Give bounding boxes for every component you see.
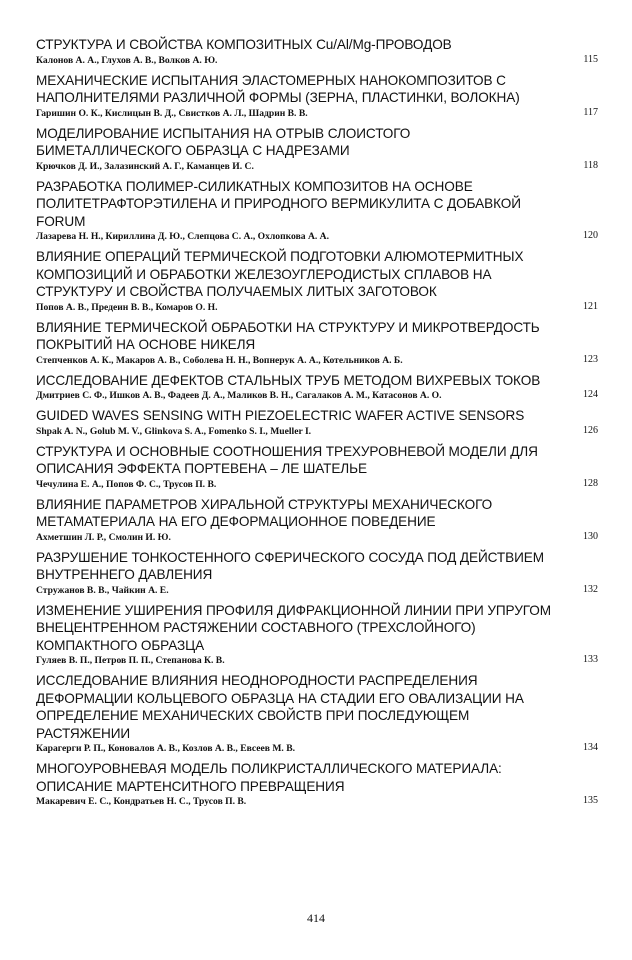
toc-entry xyxy=(36,496,598,544)
entry-title: ИЗМЕНЕНИЕ УШИРЕНИЯ ПРОФИЛЯ ДИФРАКЦИОННОЙ ЛИНИИ ПРИ УПРУГОМ ВНЕЦЕНТРЕННОМ РАСТЯЖЕНИИ СОСТАВНОГО (ТРЕХСЛОЙНОГО) КОМПАКТНОГО ОБРАЗЦА xyxy=(36,602,551,653)
entry-title: СТРУКТУРА И СВОЙСТВА КОМПОЗИТНЫХ Cu/Al/Mg-ПРОВОДОВ xyxy=(36,37,452,52)
entry-page-number: 126 xyxy=(583,424,598,436)
entry-title: МЕХАНИЧЕСКИЕ ИСПЫТАНИЯ ЭЛАСТОМЕРНЫХ НАНОКОМПОЗИТОВ С НАПОЛНИТЕЛЯМИ РАЗЛИЧНОЙ ФОРМЫ (ЗЕРНА, ПЛАСТИНКИ, ВОЛОКНА) xyxy=(36,72,520,105)
entry-page-number: 134 xyxy=(583,742,598,753)
entry-authors: Shpak A. N., Golub M. V., Glinkova S. A., Fomenko S. I., Mueller I. xyxy=(36,425,312,437)
entry-authors: Крючков Д. И., Залазинский А. Г., Каманцев И. С. xyxy=(36,160,254,172)
toc-entry xyxy=(36,672,598,755)
toc-entry xyxy=(36,72,598,120)
entry-authors: Стружанов В. В., Чайкин А. Е. xyxy=(36,584,169,596)
entry-title: СТРУКТУРА И ОСНОВНЫЕ СООТНОШЕНИЯ ТРЕХУРОВНЕВОЙ МОДЕЛИ ДЛЯ ОПИСАНИЯ ЭФФЕКТА ПОРТЕВЕНА – ЛЕ ШАТЕЛЬЕ xyxy=(36,443,538,476)
entry-authors: Калонов А. А., Глухов А. В., Волков А. Ю. xyxy=(36,54,218,66)
entry-page-number: 117 xyxy=(583,106,598,118)
entry-title: ИССЛЕДОВАНИЕ ДЕФЕКТОВ СТАЛЬНЫХ ТРУБ МЕТОДОМ ВИХРЕВЫХ ТОКОВ xyxy=(36,372,541,388)
toc-entry xyxy=(36,372,598,403)
entry-page-number: 115 xyxy=(583,53,598,65)
entry-title: РАЗРАБОТКА ПОЛИМЕР-СИЛИКАТНЫХ КОМПОЗИТОВ НА ОСНОВЕ ПОЛИТЕТРАФТОРЭТИЛЕНА И ПРИРОДНОГО ВЕРМИКУЛИТА С ДОБАВКОЙ FORUM xyxy=(36,178,521,229)
table-of-contents xyxy=(36,36,598,813)
entry-page-number: 121 xyxy=(583,300,598,312)
entry-authors: Чечулина Е. А., Попов Ф. С., Трусов П. В. xyxy=(36,478,217,490)
toc-entry xyxy=(36,125,598,173)
toc-entry xyxy=(36,602,598,668)
entry-page-number: 135 xyxy=(583,795,598,806)
entry-authors: Попов А. В., Предеин В. В., Комаров О. Н. xyxy=(36,301,218,313)
entry-title: ВЛИЯНИЕ ТЕРМИЧЕСКОЙ ОБРАБОТКИ НА СТРУКТУРУ И МИКРОТВЕРДОСТЬ ПОКРЫТИЙ НА ОСНОВЕ НИКЕЛЯ xyxy=(36,319,540,352)
entry-authors: Гуляев В. П., Петров П. П., Степанова К. В. xyxy=(36,655,225,666)
entry-page-number: 133 xyxy=(583,654,598,665)
entry-page-number: 123 xyxy=(583,353,598,365)
entry-authors: Ахметшин Л. Р., Смолин И. Ю. xyxy=(36,531,171,543)
toc-entry xyxy=(36,407,598,438)
entry-title: МНОГОУРОВНЕВАЯ МОДЕЛЬ ПОЛИКРИСТАЛЛИЧЕСКОГО МАТЕРИАЛА: ОПИСАНИЕ МАРТЕНСИТНОГО ПРЕВРАЩЕНИЯ xyxy=(36,761,502,794)
entry-title: ИССЛЕДОВАНИЕ ВЛИЯНИЯ НЕОДНОРОДНОСТИ РАСПРЕДЕЛЕНИЯ ДЕФОРМАЦИИ КОЛЬЦЕВОГО ОБРАЗЦА НА СТАДИИ ЕГО ОВАЛИЗАЦИИ НА ОПРЕДЕЛЕНИЕ МЕХАНИЧЕСКИХ СВОЙСТВ ПРИ ПОСЛЕДУЮЩЕМ РАСТЯЖЕНИИ xyxy=(36,673,524,741)
toc-entry xyxy=(36,319,598,367)
entry-title: РАЗРУШЕНИЕ ТОНКОСТЕННОГО СФЕРИЧЕСКОГО СОСУДА ПОД ДЕЙСТВИЕМ ВНУТРЕННЕГО ДАВЛЕНИЯ xyxy=(36,549,544,582)
entry-title: МОДЕЛИРОВАНИЕ ИСПЫТАНИЯ НА ОТРЫВ СЛОИСТОГО БИМЕТАЛЛИЧЕСКОГО ОБРАЗЦА С НАДРЕЗАМИ xyxy=(36,125,411,158)
entry-page-number: 132 xyxy=(583,583,598,595)
toc-entry xyxy=(36,178,598,244)
toc-entry xyxy=(36,36,598,67)
entry-page-number: 118 xyxy=(583,159,598,171)
entry-authors: Лазарева Н. Н., Кириллина Д. Ю., Слепцова С. А., Охлопкова А. А. xyxy=(36,231,330,242)
entry-page-number: 120 xyxy=(583,230,598,241)
entry-authors: Гаришин О. К., Кислицын В. Д., Свистков А. Л., Шадрин В. В. xyxy=(36,107,308,119)
page-number: 414 xyxy=(307,911,325,925)
entry-title: ВЛИЯНИЕ ПАРАМЕТРОВ ХИРАЛЬНОЙ СТРУКТУРЫ МЕХАНИЧЕСКОГО МЕТАМАТЕРИАЛА НА ЕГО ДЕФОРМАЦИОННОЕ ПОВЕДЕНИЕ xyxy=(36,496,493,529)
entry-authors: Степченков А. К., Макаров А. В., Соболева Н. Н., Вопнерук А. А., Котельников А. Б. xyxy=(36,354,403,366)
toc-entry xyxy=(36,248,598,314)
entry-authors: Макаревич Е. С., Кондратьев Н. С., Трусов П. В. xyxy=(36,796,247,807)
entry-authors: Карагерги Р. П., Коновалов А. В., Козлов А. В., Евсеев М. В. xyxy=(36,743,296,754)
entry-authors: Дмитриев С. Ф., Ишков А. В., Фадеев Д. А., Маликов В. Н., Сагалаков А. М., Катасонов А. О. xyxy=(36,390,442,401)
entry-title: ВЛИЯНИЕ ОПЕРАЦИЙ ТЕРМИЧЕСКОЙ ПОДГОТОВКИ АЛЮМОТЕРМИТНЫХ КОМПОЗИЦИЙ И ОБРАБОТКИ ЖЕЛЕЗОУГЛЕРОДИСТЫХ СПЛАВОВ НА СТРУКТУРУ И СВОЙСТВА ПОЛУЧАЕМЫХ ЛИТЫХ ЗАГОТОВОК xyxy=(36,249,524,299)
entry-title: GUIDED WAVES SENSING WITH PIEZOELECTRIC WAFER ACTIVE SENSORS xyxy=(36,408,525,423)
entry-page-number: 124 xyxy=(583,389,598,400)
toc-entry xyxy=(36,760,598,808)
toc-entry xyxy=(36,549,598,597)
toc-entry xyxy=(36,443,598,491)
entry-page-number: 130 xyxy=(583,530,598,542)
entry-page-number: 128 xyxy=(583,477,598,489)
